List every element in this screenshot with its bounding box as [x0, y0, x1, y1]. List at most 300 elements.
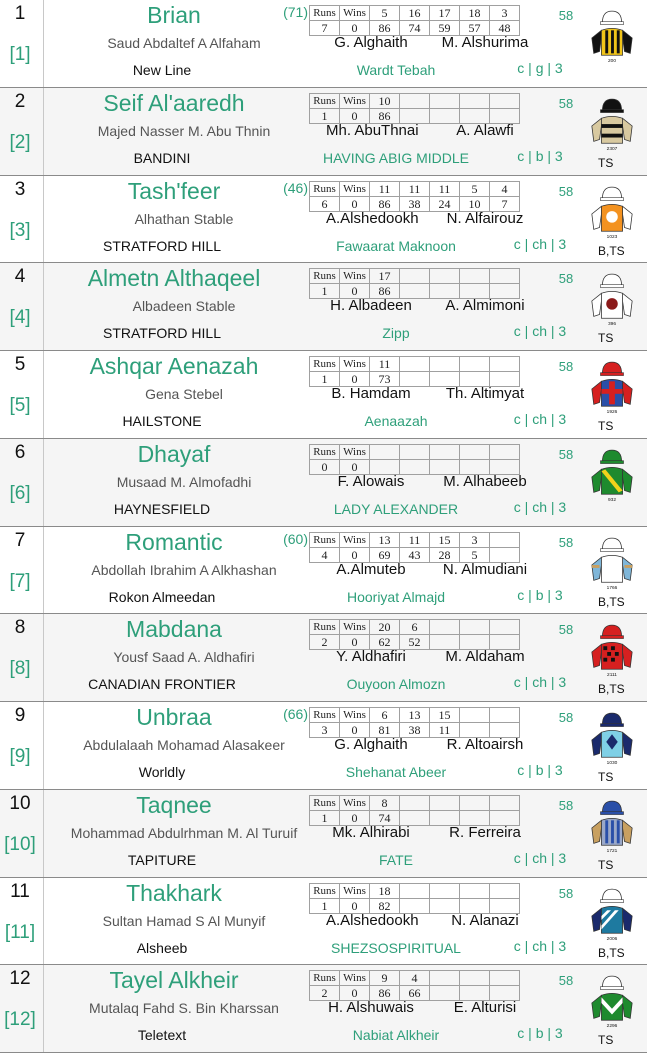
sex-colour-age: c | ch | 3	[513, 849, 567, 866]
form-table	[309, 444, 520, 475]
form-rating-cell: 11	[370, 181, 400, 196]
jockey-name[interactable]: F. Alowais	[337, 472, 405, 490]
form-score-cell	[460, 284, 490, 299]
jockey-name[interactable]: Y. Aldhafiri	[336, 648, 406, 666]
form-rating-cell	[490, 357, 520, 372]
svg-text:1023: 1023	[606, 234, 618, 240]
wins-header: Wins	[340, 93, 370, 108]
form-rating-cell	[490, 971, 520, 986]
equipment-code: TS	[598, 155, 614, 170]
form-rating-cell: 17	[430, 6, 460, 21]
trainer-name[interactable]: A. Alawfi	[456, 121, 514, 139]
wins-count: 0	[340, 196, 370, 211]
form-table	[309, 5, 520, 36]
svg-text:2111: 2111	[607, 673, 617, 679]
form-rating-cell	[430, 444, 460, 459]
equipment-code: B,TS	[598, 945, 625, 960]
horse-name[interactable]: Brian	[147, 2, 201, 28]
runs-count: 1	[310, 810, 340, 825]
form-score-cell	[460, 810, 490, 825]
form-score-cell: 86	[370, 21, 400, 36]
jockey-name[interactable]: H. Alshuwais	[328, 999, 414, 1017]
svg-text:396: 396	[608, 322, 616, 328]
form-rating-cell: 5	[370, 6, 400, 21]
form-score-cell: 62	[370, 635, 400, 650]
form-rating-cell: 5	[460, 181, 490, 196]
form-rating-cell: 16	[400, 6, 430, 21]
form-table	[309, 93, 520, 124]
svg-text:2006: 2006	[606, 936, 618, 942]
sex-colour-age: c | b | 3	[517, 586, 563, 603]
dam-name: Fawaarat Maknoon	[336, 237, 456, 254]
form-score-cell	[430, 108, 460, 123]
form-rating-cell	[460, 883, 490, 898]
owner-name: Gena Stebel	[145, 386, 223, 402]
form-score-cell: 24	[430, 196, 460, 211]
horse-name[interactable]: Ashqar Aenazah	[89, 353, 259, 379]
draw-position: [2]	[9, 131, 31, 153]
form-score-cell: 74	[400, 21, 430, 36]
form-rating-cell	[460, 620, 490, 635]
form-rating-cell	[490, 708, 520, 723]
form-score-cell	[490, 108, 520, 123]
horse-name[interactable]: Almetn Althaqeel	[87, 265, 261, 292]
wins-header: Wins	[340, 620, 370, 635]
form-score-cell	[460, 372, 490, 387]
runner-row[interactable]	[0, 263, 647, 351]
form-rating-cell	[460, 708, 490, 723]
form-score-cell: 38	[400, 723, 430, 738]
form-table	[309, 707, 520, 738]
wins-header: Wins	[340, 6, 370, 21]
form-rating-cell: 6	[400, 620, 430, 635]
runs-count: 7	[310, 21, 340, 36]
runs-count: 3	[310, 723, 340, 738]
form-score-cell	[430, 810, 460, 825]
jockey-name[interactable]: G. Alghaith	[334, 736, 408, 753]
draw-position: [6]	[9, 482, 31, 504]
form-score-cell	[490, 547, 520, 562]
equipment-code: TS	[598, 770, 614, 784]
runner-row[interactable]	[0, 439, 647, 527]
form-rating-cell: 15	[430, 532, 460, 547]
runs-header: Runs	[310, 883, 340, 898]
form-table	[309, 795, 520, 826]
trainer-name[interactable]: R. Ferreira	[449, 823, 521, 841]
runs-count: 2	[310, 986, 340, 1001]
wins-count: 0	[340, 635, 370, 650]
horse-name[interactable]: Unbraa	[136, 704, 212, 730]
dam-name: Ouyoon Almozn	[346, 676, 446, 693]
form-score-cell	[490, 723, 520, 738]
form-score-cell	[490, 459, 520, 474]
horse-name[interactable]: Romantic	[125, 528, 223, 555]
jockey-name[interactable]: H. Albadeen	[330, 297, 412, 315]
runner-row[interactable]	[0, 527, 647, 615]
form-score-cell: 59	[430, 21, 460, 36]
sire-name: HAYNESFIELD	[113, 500, 211, 517]
sire-name: STRATFORD HILL	[103, 325, 221, 342]
jockey-silks-icon	[588, 9, 636, 67]
horse-name[interactable]: Seif Al'aaredh	[103, 89, 245, 116]
dam-name: HAVING ABIG MIDDLE	[323, 149, 469, 166]
form-rating-cell	[400, 883, 430, 898]
carried-weight: 58	[558, 446, 574, 462]
runs-count: 6	[310, 196, 340, 211]
carried-weight: 58	[558, 271, 574, 287]
horse-name[interactable]: Tash'feer	[127, 177, 221, 204]
owner-name: Yousf Saad A. Aldhafiri	[113, 649, 255, 666]
runner-number: 9	[14, 705, 26, 726]
runner-row[interactable]	[0, 351, 647, 439]
form-rating-cell	[430, 93, 460, 108]
form-score-cell: 7	[490, 196, 520, 211]
sire-name: Teletext	[137, 1027, 187, 1044]
sire-name: TAPITURE	[127, 851, 197, 868]
form-table	[309, 356, 520, 387]
jockey-name[interactable]: A.Alshedookh	[326, 911, 419, 929]
form-rating-cell: 13	[370, 532, 400, 547]
form-score-cell: 86	[370, 108, 400, 123]
form-score-cell: 52	[400, 635, 430, 650]
trainer-name[interactable]: R. Altoairsh	[446, 736, 524, 753]
form-table	[309, 619, 520, 650]
form-rating-cell	[490, 883, 520, 898]
form-rating-cell	[370, 444, 400, 459]
draw-position: [8]	[9, 658, 31, 680]
wins-count: 0	[340, 986, 370, 1001]
runner-number: 7	[14, 529, 26, 551]
form-score-cell	[460, 108, 490, 123]
form-rating-cell	[490, 532, 520, 547]
runs-header: Runs	[310, 532, 340, 547]
runs-count: 1	[310, 898, 340, 913]
form-rating-cell	[430, 971, 460, 986]
form-rating-cell	[430, 357, 460, 372]
horse-name[interactable]: Tayel Alkheir	[109, 967, 239, 994]
runner-number: 1	[14, 3, 26, 24]
form-score-cell: 48	[490, 21, 520, 36]
form-rating-cell	[460, 93, 490, 108]
runner-number: 11	[10, 880, 30, 902]
wins-header: Wins	[340, 269, 370, 284]
jockey-name[interactable]: A.Almuteb	[336, 560, 406, 578]
sire-name: STRATFORD HILL	[103, 237, 221, 254]
form-table	[309, 970, 520, 1001]
runs-count: 1	[310, 108, 340, 123]
jockey-name[interactable]: G. Alghaith	[334, 34, 408, 51]
form-rating-cell	[430, 620, 460, 635]
form-score-cell: 5	[460, 547, 490, 562]
form-score-cell	[490, 898, 520, 913]
equipment-code: B,TS	[598, 682, 625, 697]
trainer-name[interactable]: M. Alshurima	[441, 34, 529, 51]
form-score-cell: 81	[370, 723, 400, 738]
wins-count: 0	[340, 723, 370, 738]
dam-name: FATE	[379, 851, 413, 868]
form-rating-cell: 8	[370, 795, 400, 810]
form-rating-cell	[400, 795, 430, 810]
wins-count: 0	[340, 898, 370, 913]
form-score-cell	[490, 986, 520, 1001]
form-rating-cell: 3	[490, 6, 520, 21]
horse-rating: (60)	[283, 530, 308, 547]
horse-name[interactable]: Taqnee	[136, 791, 212, 818]
sex-colour-age: c | ch | 3	[513, 498, 567, 515]
trainer-name[interactable]: A. Almimoni	[445, 297, 525, 315]
runs-header: Runs	[310, 269, 340, 284]
runner-number: 10	[9, 792, 31, 814]
form-rating-cell	[400, 444, 430, 459]
runs-header: Runs	[310, 357, 340, 372]
carried-weight: 58	[558, 710, 574, 725]
runs-count: 1	[310, 284, 340, 299]
form-rating-cell	[460, 971, 490, 986]
trainer-name[interactable]: M. Aldaham	[445, 648, 525, 666]
form-rating-cell	[400, 269, 430, 284]
wins-header: Wins	[340, 357, 370, 372]
carried-weight: 58	[558, 183, 574, 199]
form-rating-cell: 10	[370, 93, 400, 108]
dam-name: Wardt Tebah	[356, 62, 436, 78]
runs-header: Runs	[310, 708, 340, 723]
dam-name: Hooriyat Almajd	[346, 588, 446, 605]
wins-count: 0	[340, 284, 370, 299]
form-table	[309, 532, 520, 563]
form-score-cell: 74	[370, 810, 400, 825]
dam-name: LADY ALEXANDER	[333, 500, 459, 517]
dam-name: Shehanat Abeer	[345, 764, 447, 780]
form-rating-cell	[460, 269, 490, 284]
form-rating-cell: 15	[430, 708, 460, 723]
owner-name: Alhathan Stable	[134, 210, 234, 227]
runs-count: 4	[310, 547, 340, 562]
wins-count: 0	[340, 547, 370, 562]
sex-colour-age: c | ch | 3	[513, 411, 567, 427]
runs-count: 1	[310, 372, 340, 387]
form-score-cell	[490, 284, 520, 299]
form-score-cell	[430, 898, 460, 913]
form-score-cell	[430, 635, 460, 650]
carried-weight: 58	[558, 95, 574, 111]
svg-text:2307: 2307	[606, 146, 618, 152]
form-rating-cell	[490, 795, 520, 810]
wins-header: Wins	[340, 444, 370, 459]
svg-text:1766: 1766	[606, 585, 618, 591]
form-score-cell	[460, 986, 490, 1001]
dam-name: Aenaazah	[364, 413, 428, 429]
form-rating-cell: 11	[370, 357, 400, 372]
dam-name: Zipp	[382, 325, 410, 342]
form-score-cell	[370, 459, 400, 474]
runs-header: Runs	[310, 444, 340, 459]
jockey-name[interactable]: Mk. Alhirabi	[332, 823, 410, 841]
svg-text:200: 200	[608, 59, 616, 64]
jockey-name[interactable]: A.Alshedookh	[326, 209, 419, 227]
runner-row[interactable]	[0, 965, 647, 1053]
trainer-name[interactable]: N. Alanazi	[451, 911, 519, 929]
jockey-silks-icon	[588, 536, 636, 594]
form-score-cell: 43	[400, 547, 430, 562]
runner-row[interactable]	[0, 614, 647, 702]
form-rating-cell	[490, 269, 520, 284]
sire-name: Worldly	[138, 764, 186, 780]
form-rating-cell	[460, 444, 490, 459]
form-score-cell	[460, 459, 490, 474]
jockey-silks-icon	[588, 887, 636, 945]
owner-name: Majed Nasser M. Abu Thnin	[97, 122, 271, 139]
form-rating-cell: 11	[430, 181, 460, 196]
form-table	[309, 268, 520, 299]
sex-colour-age: c | ch | 3	[513, 235, 567, 252]
sex-colour-age: c | b | 3	[517, 147, 563, 164]
form-score-cell	[430, 284, 460, 299]
horse-name[interactable]: Thakhark	[126, 879, 222, 906]
carried-weight: 58	[558, 622, 574, 638]
form-rating-cell: 9	[370, 971, 400, 986]
horse-name[interactable]: Dhayaf	[137, 440, 211, 467]
form-table	[309, 181, 520, 212]
form-score-cell	[400, 810, 430, 825]
svg-text:1030: 1030	[606, 761, 618, 766]
form-rating-cell: 4	[490, 181, 520, 196]
runner-row[interactable]	[0, 878, 647, 966]
sex-colour-age: c | ch | 3	[513, 674, 567, 691]
runner-row[interactable]	[0, 702, 647, 790]
form-rating-cell	[490, 444, 520, 459]
trainer-name[interactable]: Th. Altimyat	[445, 385, 525, 402]
wins-count: 0	[340, 459, 370, 474]
draw-position: [11]	[4, 921, 36, 943]
jockey-silks-icon	[588, 185, 636, 243]
sire-name: New Line	[132, 62, 192, 78]
svg-text:932: 932	[608, 497, 616, 503]
form-score-cell	[400, 284, 430, 299]
carried-weight: 58	[558, 534, 574, 550]
wins-header: Wins	[340, 181, 370, 196]
wins-header: Wins	[340, 883, 370, 898]
wins-header: Wins	[340, 532, 370, 547]
runner-row[interactable]	[0, 790, 647, 878]
trainer-name[interactable]: E. Alturisi	[453, 999, 517, 1017]
trainer-name[interactable]: N. Almudiani	[442, 560, 528, 578]
form-rating-cell: 17	[370, 269, 400, 284]
runs-header: Runs	[310, 971, 340, 986]
runner-row[interactable]	[0, 176, 647, 264]
carried-weight: 58	[558, 8, 574, 23]
runner-number: 8	[14, 617, 26, 639]
equipment-code: B,TS	[598, 594, 625, 609]
runner-number: 4	[14, 266, 26, 288]
form-score-cell	[460, 635, 490, 650]
form-score-cell: 86	[370, 196, 400, 211]
draw-position: [3]	[9, 219, 31, 241]
form-score-cell: 69	[370, 547, 400, 562]
wins-count: 0	[340, 810, 370, 825]
sex-colour-age: c | g | 3	[517, 60, 563, 76]
owner-name: Abdollah Ibrahim A Alkhashan	[91, 561, 277, 578]
jockey-silks-icon	[588, 448, 636, 506]
form-score-cell	[400, 108, 430, 123]
horse-rating: (46)	[283, 179, 308, 196]
form-rating-cell	[400, 93, 430, 108]
jockey-name[interactable]: B. Hamdam	[331, 385, 411, 402]
form-score-cell	[490, 635, 520, 650]
draw-position: [4]	[9, 307, 31, 329]
owner-name: Sultan Hamad S Al Munyif	[102, 912, 266, 929]
runs-count: 0	[310, 459, 340, 474]
runner-row[interactable]	[0, 0, 647, 88]
form-rating-cell: 3	[460, 532, 490, 547]
carried-weight: 58	[558, 885, 574, 901]
form-score-cell	[400, 898, 430, 913]
form-score-cell: 73	[370, 372, 400, 387]
form-score-cell	[430, 986, 460, 1001]
form-score-cell: 28	[430, 547, 460, 562]
form-score-cell	[430, 372, 460, 387]
form-rating-cell: 18	[370, 883, 400, 898]
runner-number: 3	[14, 178, 26, 200]
form-rating-cell	[490, 93, 520, 108]
owner-name: Mutalaq Fahd S. Bin Kharssan	[89, 1000, 279, 1017]
wins-header: Wins	[340, 795, 370, 810]
equipment-code: TS	[598, 331, 614, 346]
form-rating-cell: 4	[400, 971, 430, 986]
runner-number: 12	[9, 968, 31, 990]
runner-number: 6	[14, 441, 26, 463]
draw-position: [9]	[9, 746, 31, 767]
trainer-name[interactable]: M. Alhabeeb	[443, 472, 527, 490]
form-score-cell: 38	[400, 196, 430, 211]
owner-name: Saud Abdaltef A Alfaham	[107, 35, 261, 51]
runner-number: 5	[14, 354, 26, 375]
wins-count: 0	[340, 372, 370, 387]
equipment-code: B,TS	[598, 243, 625, 258]
form-score-cell	[490, 810, 520, 825]
draw-position: [7]	[9, 570, 31, 592]
form-table	[309, 883, 520, 914]
form-rating-cell	[460, 357, 490, 372]
svg-text:1926: 1926	[606, 410, 618, 415]
sex-colour-age: c | ch | 3	[513, 937, 567, 954]
form-score-cell: 86	[370, 284, 400, 299]
jockey-name[interactable]: Mh. AbuThnai	[326, 121, 419, 139]
form-score-cell: 10	[460, 196, 490, 211]
wins-header: Wins	[340, 708, 370, 723]
carried-weight: 58	[558, 797, 574, 813]
form-score-cell	[490, 372, 520, 387]
sire-name: HAILSTONE	[122, 413, 202, 429]
dam-name: SHEZSOSPIRITUAL	[331, 939, 461, 956]
horse-rating: (71)	[283, 4, 308, 20]
form-rating-cell	[430, 795, 460, 810]
form-score-cell	[430, 459, 460, 474]
form-rating-cell	[400, 357, 430, 372]
form-rating-cell: 6	[370, 708, 400, 723]
runs-count: 2	[310, 635, 340, 650]
form-rating-cell	[490, 620, 520, 635]
svg-text:1721: 1721	[606, 848, 618, 854]
trainer-name[interactable]: N. Alfairouz	[446, 209, 524, 227]
form-rating-cell	[430, 883, 460, 898]
form-rating-cell	[460, 795, 490, 810]
sire-name: Rokon Almeedan	[108, 588, 216, 605]
sire-name: Alsheeb	[136, 939, 188, 956]
draw-position: [12]	[4, 1009, 36, 1031]
runner-row[interactable]	[0, 88, 647, 176]
horse-name[interactable]: Mabdana	[126, 616, 222, 643]
form-score-cell	[400, 372, 430, 387]
